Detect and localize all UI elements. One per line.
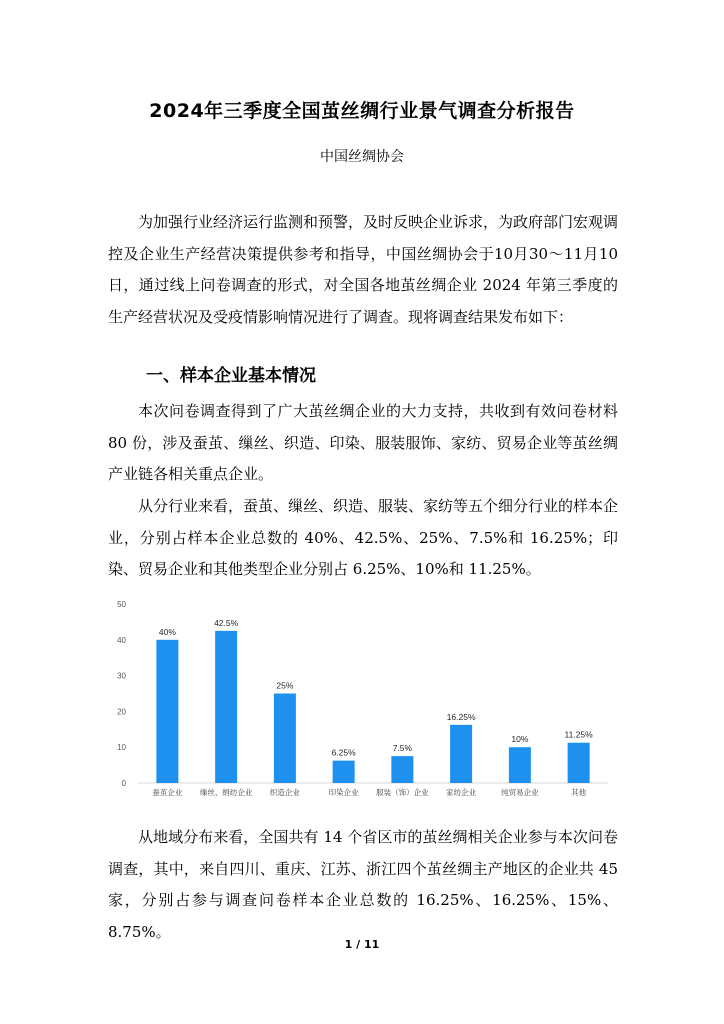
bar	[156, 640, 178, 783]
y-tick-label: 30	[117, 671, 126, 681]
data-label: 42.5%	[214, 617, 239, 628]
y-tick-label: 0	[121, 779, 126, 788]
section-paragraph-1: 本次问卷调查得到了广大茧丝绸企业的大力支持，共收到有效问卷材料 80 份，涉及蚕茧、缫丝、织造、印染、服装服饰、家纺、贸易企业等茧丝绸产业链各相关重点企业。	[108, 402, 618, 483]
category-label: 纯贸易企业	[501, 788, 539, 797]
data-label: 25%	[276, 680, 294, 691]
category-label: 家纺企业	[446, 788, 477, 797]
data-label: 7.5%	[392, 743, 413, 754]
bar	[509, 747, 531, 783]
data-label: 16.25%	[446, 711, 476, 722]
category-label: 印染企业	[328, 788, 359, 797]
bar	[568, 743, 590, 783]
category-label: 织造企业	[269, 788, 300, 797]
y-tick-label: 50	[117, 600, 126, 609]
y-tick-label: 20	[117, 707, 126, 717]
data-label: 40%	[158, 626, 176, 637]
section-paragraph-2: 从分行业来看，蚕茧、缫丝、织造、服装、家纺等五个细分行业的样本企业，分别占样本企业总数的 40%、42.5%、25%、7.5%和 16.25%；印染、贸易企业和其他类型企业分别占 6.25%、10%和 11.25%。	[108, 497, 619, 578]
category-label: 服装（饰）企业	[376, 788, 429, 797]
industry-bar-chart	[108, 594, 618, 808]
page-number: 1 / 11	[344, 938, 380, 951]
bar	[450, 725, 472, 783]
category-label: 其他	[571, 788, 587, 797]
section-paragraph-3: 从地域分布来看，全国共有 14 个省区市的茧丝绸相关企业参与本次问卷调查，其中，来自四川、重庆、江苏、浙江四个茧丝绸主产地区的企业共 45 家，分别占参与调查问卷样本企业总数的 16.25%、16.25%、15%、8.75%。	[108, 828, 618, 941]
bar	[391, 756, 413, 783]
bar	[333, 761, 355, 783]
intro-paragraph: 为加强行业经济运行监测和预警，及时反映企业诉求，为政府部门宏观调控及企业生产经营决策提供参考和指导，中国丝绸协会于10月30～11月10日，通过线上问卷调查的形式，对全国各地茧丝绸企业 2024 年第三季度的生产经营状况及受疫情影响情况进行了调查。现将调查结果发布如下：	[108, 213, 619, 326]
category-label: 蚕茧企业	[152, 788, 183, 797]
section-heading: 一、样本企业基本情况	[146, 366, 316, 386]
data-label: 6.25%	[331, 747, 356, 758]
data-label: 10%	[511, 734, 529, 745]
data-label: 11.25%	[564, 729, 593, 740]
bar	[274, 694, 296, 784]
bar	[215, 631, 237, 783]
document-organization: 中国丝绸协会	[320, 149, 404, 165]
y-tick-label: 40	[117, 635, 126, 645]
y-tick-label: 10	[117, 743, 126, 753]
document-title: 2024年三季度全国茧丝绸行业景气调查分析报告	[149, 100, 575, 122]
category-label: 缫丝、绢纺企业	[199, 788, 253, 797]
